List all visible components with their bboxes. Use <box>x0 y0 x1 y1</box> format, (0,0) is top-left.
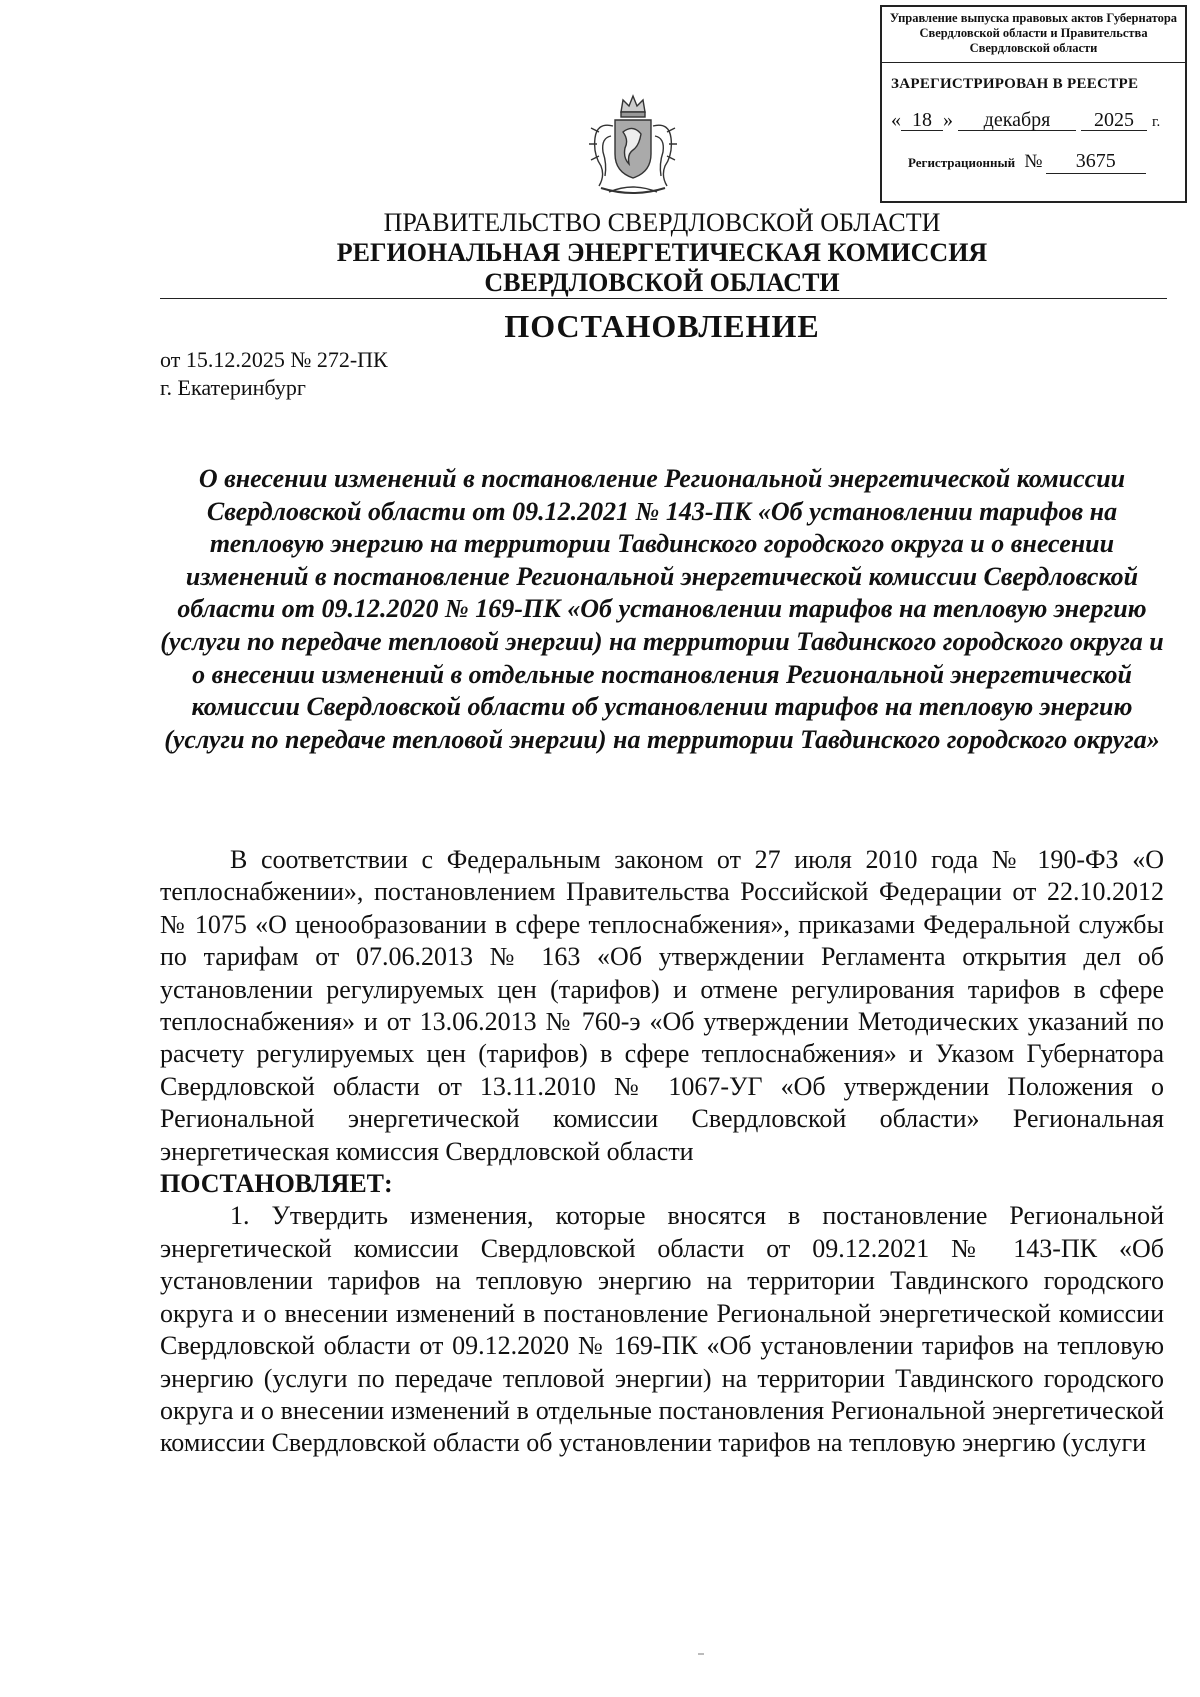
header-divider <box>160 298 1167 299</box>
stamp-quote-open: « <box>891 109 901 131</box>
stamp-day: 18 <box>901 110 943 131</box>
document-body <box>160 844 1164 1460</box>
stamp-month: декабря <box>958 110 1076 131</box>
stamp-year-suffix: г. <box>1152 114 1161 130</box>
resolves-heading: ПОСТАНОВЛЯЕТ: <box>160 1169 393 1199</box>
stamp-registered-label: ЗАРЕГИСТРИРОВАН В РЕЕСТРЕ <box>891 76 1139 92</box>
government-name: ПРАВИТЕЛЬСТВО СВЕРДЛОВСКОЙ ОБЛАСТИ <box>383 208 941 237</box>
document-title: О внесении изменений в постановление Региональной энергетической комиссии Свердловской области от 09.12.2021 № 143-ПК «Об установлении тарифов на тепловую энергию на территории Тавдинского городского округа и о внесении изменений в постановление Региональной энергетической комиссии Свердловской области от 09.12.2020 № 169-ПК «Об установлении тарифов на тепловую энергию (услуги по передаче тепловой энергии) на территории Тавдинского городского округа и о внесении изменений в отдельные постановления Региональной энергетической комиссии Свердловской области об установлении тарифов на тепловую энергию (услуги по передаче тепловой энергии) на территории Тавдинского городского округа» <box>160 464 1164 754</box>
stamp-quote-close: » <box>943 109 953 131</box>
coat-of-arms-icon <box>583 92 683 200</box>
stamp-header: Управление выпуска правовых актов Губернатора Свердловской области и Правительства Свердловской области <box>882 7 1185 63</box>
commission-name-line1: РЕГИОНАЛЬНАЯ ЭНЕРГЕТИЧЕСКАЯ КОМИССИЯ <box>336 238 988 267</box>
document-type: ПОСТАНОВЛЕНИЕ <box>504 308 820 344</box>
document-meta <box>160 346 388 402</box>
commission-name-line2: СВЕРДЛОВСКОЙ ОБЛАСТИ <box>484 268 840 297</box>
stamp-number-sign: № <box>1024 151 1043 172</box>
document-date-number: от 15.12.2025 № 272-ПК <box>160 347 388 372</box>
stamp-reg-number-row <box>882 132 1185 174</box>
preamble-paragraph: В соответствии с Федеральным законом от 27 июля 2010 года № 190-ФЗ «О теплоснабжении», постановлением Правительства Российской Федерации от 22.10.2012 № 1075 «О ценообразовании в сфере теплоснабжения», приказами Федеральной службы по тарифам от 07.06.2013 № 163 «Об утверждении Регламента открытия дел об установлении регулируемых цен (тарифов) и отмене регулирования тарифов в сфере теплоснабжения» и от 13.06.2013 № 760-э «Об утверждении Методических указаний по расчету регулируемых цен (тарифов) в сфере теплоснабжения» и Указом Губернатора Свердловской области от 13.11.2010 № 1067-УГ «Об утверждении Положения о Региональной энергетической комиссии Свердловской области» Региональная энергетическая комиссия Свердловской области <box>160 845 1164 1166</box>
item-1-paragraph: 1. Утвердить изменения, которые вносятся в постановление Региональной энергетической комиссии Свердловской области от 09.12.2021 № 143-ПК «Об установлении тарифов на тепловую энергию на территории Тавдинского городского округа и о внесении изменений в постановление Региональной энергетической комиссии Свердловской области от 09.12.2020 № 169-ПК «Об установлении тарифов на тепловую энергию (услуги по передаче тепловой энергии) на территории Тавдинского городского округа и о внесении изменений в отдельные постановления Региональной энергетической комиссии Свердловской области об установлении тарифов на тепловую энергию (услуги <box>160 1201 1164 1458</box>
stamp-date <box>882 93 1185 132</box>
scan-mark <box>698 1653 704 1655</box>
document-city: г. Екатеринбург <box>160 375 306 400</box>
stamp-year: 2025 <box>1081 110 1147 131</box>
registration-stamp <box>880 5 1187 203</box>
stamp-reg-number: 3675 <box>1046 150 1146 174</box>
stamp-reg-label: Регистрационный <box>908 155 1016 170</box>
